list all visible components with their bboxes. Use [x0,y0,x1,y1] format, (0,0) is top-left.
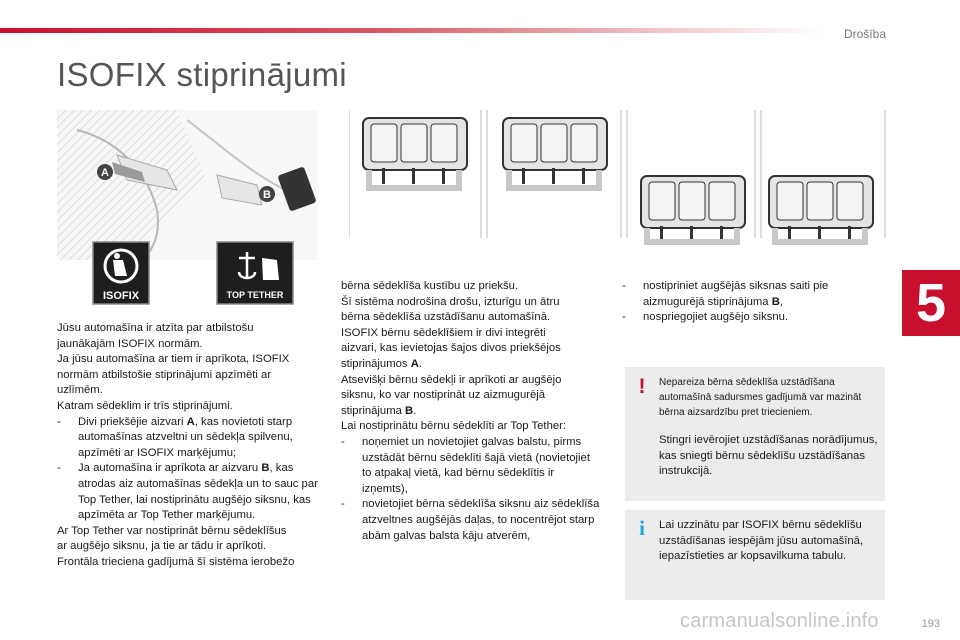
tail-line: ar augšējo siksnu, ja tie ar tādu ir aprīkoti. [57,540,267,553]
body-line: Atsevišķi bērnu sēdekļi ir aprīkoti ar augšējo [341,373,562,386]
seat-panel-1 [363,118,467,188]
section-label: Drošība [843,27,886,41]
isofix-sticker [93,242,149,304]
info-text: Lai uzzinātu par ISOFIX bērnu sēdeklīšu uzstādīšanas iespējām jūsu automašīnā, iepazīstieties ar kopsavilkuma tabulu. [659,519,864,563]
label-b: B [263,189,271,201]
label-a: A [101,167,109,179]
text-column-2 [341,279,601,544]
seat-panel-2 [503,118,607,188]
tether-step-bullet: - nospriegojiet augšējo siksnu. [622,311,789,324]
isofix-anchor-illustration [57,110,318,314]
body-line: bērna sēdeklīša uzstādīšanu automašīnā. [341,311,551,324]
tether-step-bullet: - novietojiet bērna sēdeklīša siksnu aiz sēdeklīša atzveltnes augšējās daļas, to nocentrējot starp abām galvas balsta kāju atverēm, [341,498,600,542]
tether-intro: Lai nostiprinātu bērnu sēdeklīti ar Top Tether: [341,420,567,433]
body-line: bērna sēdeklīša kustību uz priekšu. [341,280,519,292]
body-line: aizvari, kas ievietojas šajos divos priekšējos [341,342,561,355]
top-tether-sticker-label: TOP TETHER [226,290,284,300]
tail-line: Frontāla trieciena gadījumā šī sistēma ierobežo [57,555,295,568]
anchor-a-ref: A [186,415,195,428]
top-tether-sticker [217,242,293,304]
tail-line: Ar Top Tether var nostiprināt bērnu sēdeklīšus [57,524,287,537]
anchor-b-ref: B [261,462,270,475]
body-line: siksnu, ko var nostiprināt uz aizmugurējā [341,389,546,402]
anchors-line: stiprinājumos A. [341,357,423,370]
warning-box [625,367,885,501]
page-number: 193 [921,618,940,630]
warning-small-text: Nepareiza bērna sēdeklīša uzstādīšana automašīnā sadursmes gadījumā var mazināt bērna aizsardzību pret triecieniem. [659,377,862,418]
body-line: Šī sistēma nodrošina drošu, izturīgu un ātru [341,295,560,308]
tether-step-bullet: - noņemiet un novietojiet galvas balstu, pirms uzstādāt bērnu sēdeklīti šajā vietā (novietojiet to atpakaļ vietā, kad bērnu sēdeklītis ir izņemts), [341,435,590,495]
seat-panel-4 [769,176,873,242]
warning-icon: ! [638,375,646,398]
intro-line: Katram sēdeklim ir trīs stiprinājumi. [57,399,233,412]
info-box [625,510,885,600]
seat-layout-illustration [349,110,886,250]
tether-step-bullet: - nostipriniet augšējās siksnas saiti pie aizmugurējā stiprinājuma B, [622,280,829,308]
fixing-line: stiprinājuma B. [341,404,417,417]
header-accent-bar [0,28,820,33]
body-line: ISOFIX bērnu sēdeklīšiem ir divi integrēti [341,326,546,339]
warning-text: Stingri ievērojiet uzstādīšanas norādījumus, kas sniegti bērnu sēdeklīšu uzstādīšanas instrukcijā. [659,434,878,478]
anchor-b-bullet: - Ja automašīna ir aprīkota ar aizvaru B, kas atrodas aiz automašīnas sēdekļa un to sauc par Top Tether, lai nostiprinātu augšējo siksnu, kas apzīmēta ar Top Tether marķējumu. [57,462,318,522]
text-column-3 [622,279,884,326]
info-icon: i [639,516,645,540]
intro-line: normām atbilstošie stiprinājumi apzīmēti ar [57,368,272,381]
isofix-sticker-label: ISOFIX [102,290,140,302]
anchor-a-bullet: - Divi priekšējie aizvari A, kas novietoti starp automašīnas atzveltni un sēdekļa spilvenu, apzīmēti ar ISOFIX marķējumu; [57,415,293,459]
chapter-tab: 5 [902,270,960,336]
intro-line: jaunākajām ISOFIX normām. [57,337,203,350]
watermark: carmanualsonline.info [680,610,879,632]
text-column-1 [57,321,322,571]
intro-line: Ja jūsu automašīna ar tiem ir aprīkota, ISOFIX [57,353,290,366]
page-title: ISOFIX stiprinājumi [57,56,347,93]
intro-line: uzlīmēm. [57,384,103,397]
seat-panel-3 [641,176,745,242]
intro-line: Jūsu automašīna ir atzīta par atbilstošu [57,322,254,334]
